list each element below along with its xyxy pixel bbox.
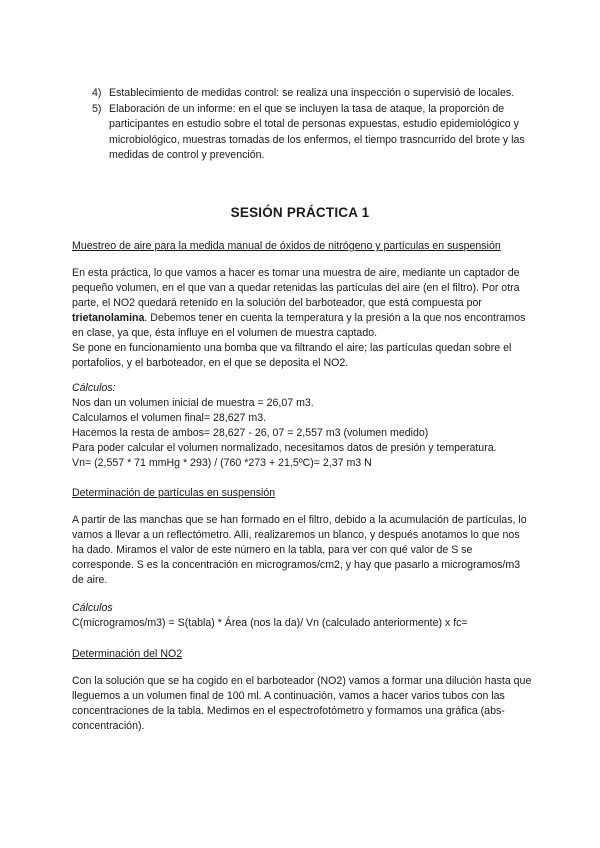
section2-paragraph: A partir de las manchas que se han formado en el filtro, debido a la acumulación de partículas, lo vamos a llevar a un reflectómetro. Allí, realizaremos un blanco, y después anotamos lo que nos ha dado. Miramos el valor de este número en la tabla, para ver con qué valor de S se corresponde. S es la concentración en microgramos/cm2, y hay que pasarlo a microgramos/m3 de aire. — [72, 514, 527, 586]
list-number: 5) — [92, 102, 102, 115]
bold-term: trietanolamina — [72, 312, 145, 324]
list-item — [92, 86, 532, 102]
list-text: Establecimiento de medidas control: se realiza una inspección o supervisió de locales. — [109, 87, 515, 99]
calc-line: Hacemos la resta de ambos= 28,627 - 26, 07 = 2,557 m3 (volumen medido) — [72, 427, 429, 439]
calc-line: Vn= (2,557 * 71 mmHg * 293) / (760 *273 + 21,5ºC)= 2,37 m3 N — [72, 457, 372, 469]
list-item — [92, 102, 532, 164]
section1-para1: En esta práctica, lo que vamos a hacer es tomar una muestra de aire, mediante un captador de pequeño volumen, en el que van a quedar retenidas las partículas del aire (en el filtro). Por otra parte, el NO2 quedará retenido en la solución del barboteador, que está compuesta por trietanolamina. Debemos tener en cuenta la temperatura y la presión a la que nos encontramos en clase, ya que, ésta influye en el volumen de muestra captado. — [72, 267, 526, 339]
calc-label: Cálculos: — [72, 382, 116, 394]
calc-line: Para poder calcular el volumen normalizado, necesitamos datos de presión y temperatura. — [72, 442, 497, 454]
list-text: Elaboración de un informe: en el que se incluyen la tasa de ataque, la proporción de participantes en estudio sobre el total de personas expuestas, estudio epidemiológico y microbiológico, muestras tomadas de los enfermos, el tiempo trasncurrido del brote y las medidas de control y prevención. — [109, 102, 525, 161]
section3-heading: Determinación del NO2 — [72, 648, 183, 660]
section1-paragraph — [72, 266, 532, 371]
numbered-list — [92, 86, 532, 164]
section2-calculations — [72, 601, 532, 631]
section3-paragraph: Con la solución que se ha cogido en el barboteador (NO2) vamos a formar una dilución hasta que lleguemos a un volumen final de 100 ml. A continuación, vamos a hacer varios tubos con las concentraciones de la tabla. Medimos en el espectrofotómetro y formamos una gráfica (abs-concentración). — [72, 675, 532, 732]
calc-label: Cálculos — [72, 602, 113, 614]
section2-heading: Determinación de partículas en suspensión — [72, 487, 276, 499]
section1-heading: Muestreo de aire para la medida manual de óxidos de nitrógeno y partículas en suspensión — [72, 240, 501, 252]
section1-para2: Se pone en funcionamiento una bomba que va filtrando el aire; las partículas quedan sobre el portafolios, y el barboteador, en el que se deposita el NO2. — [72, 342, 512, 369]
calc-line: Calculamos el volumen final= 28,627 m3. — [72, 412, 267, 424]
section1-calculations — [72, 381, 532, 471]
session-title: SESIÓN PRÁCTICA 1 — [230, 205, 370, 220]
calc-line: Nos dan un volumen inicial de muestra = 26,07 m3. — [72, 397, 314, 409]
list-number: 4) — [92, 87, 102, 99]
formula: C(microgramos/m3) = S(tabla) * Área (nos la da)/ Vn (calculado anteriormente) x fc= — [72, 617, 468, 629]
